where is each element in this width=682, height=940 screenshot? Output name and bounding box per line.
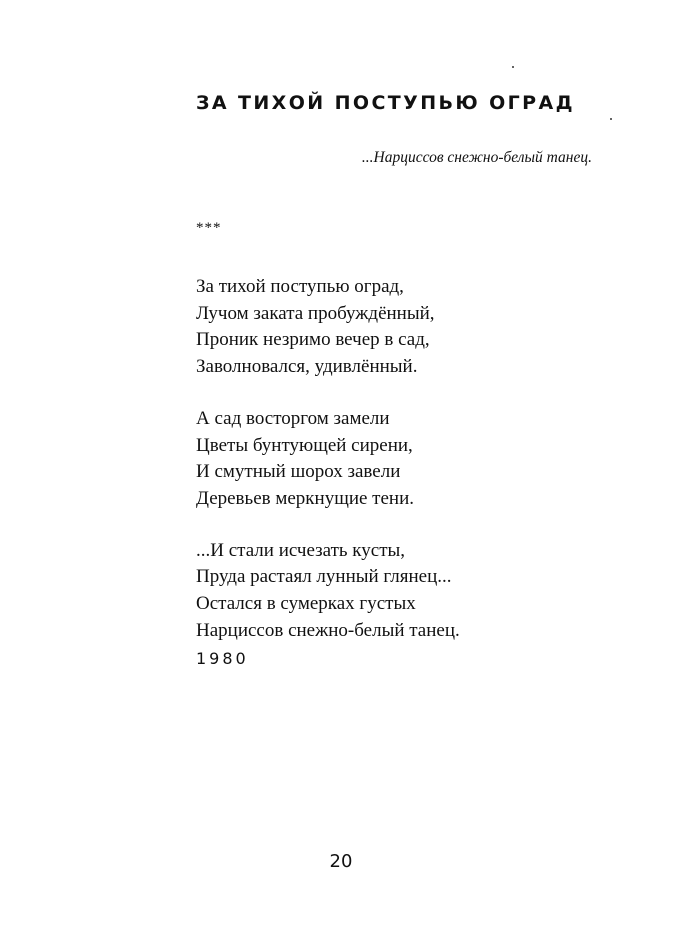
poem-line: За тихой поступью оград, (196, 276, 404, 297)
poem-title: ЗА ТИХОЙ ПОСТУПЬЮ ОГРАД (196, 92, 575, 114)
stanza-2 (196, 406, 460, 513)
poem-line: Проник незримо вечер в сад, (196, 329, 430, 351)
poem-line: Деревьев меркнущие тени. (196, 487, 415, 509)
epigraph: ...Нарциссов снежно-белый танец. (361, 149, 592, 166)
scan-speck (610, 118, 612, 120)
poem-year: 1980 (196, 649, 249, 668)
scan-speck (512, 66, 514, 68)
stanza-1 (196, 274, 460, 381)
poem-line: ...И стали исчезать кусты, (196, 539, 406, 561)
poem-line: Заволновался, удивлённый. (196, 356, 418, 378)
poem-line: Цветы бунтующей сирени, (196, 434, 413, 456)
poem-line: И смутный шорох завели (196, 461, 401, 483)
stanza-3 (196, 538, 460, 645)
poem-line: Пруда растаял лунный глянец... (196, 566, 452, 588)
poem-line: Остался в сумерках густых (196, 593, 416, 615)
page-number: 20 (329, 851, 353, 872)
poem-line: А сад восторгом замели (196, 407, 390, 429)
poem-body (196, 274, 460, 644)
section-separator: *** (196, 220, 222, 236)
poem-line: Лучом заката пробуждённый, (196, 302, 435, 324)
poem-line: Нарциссов снежно-белый танец. (196, 619, 460, 641)
